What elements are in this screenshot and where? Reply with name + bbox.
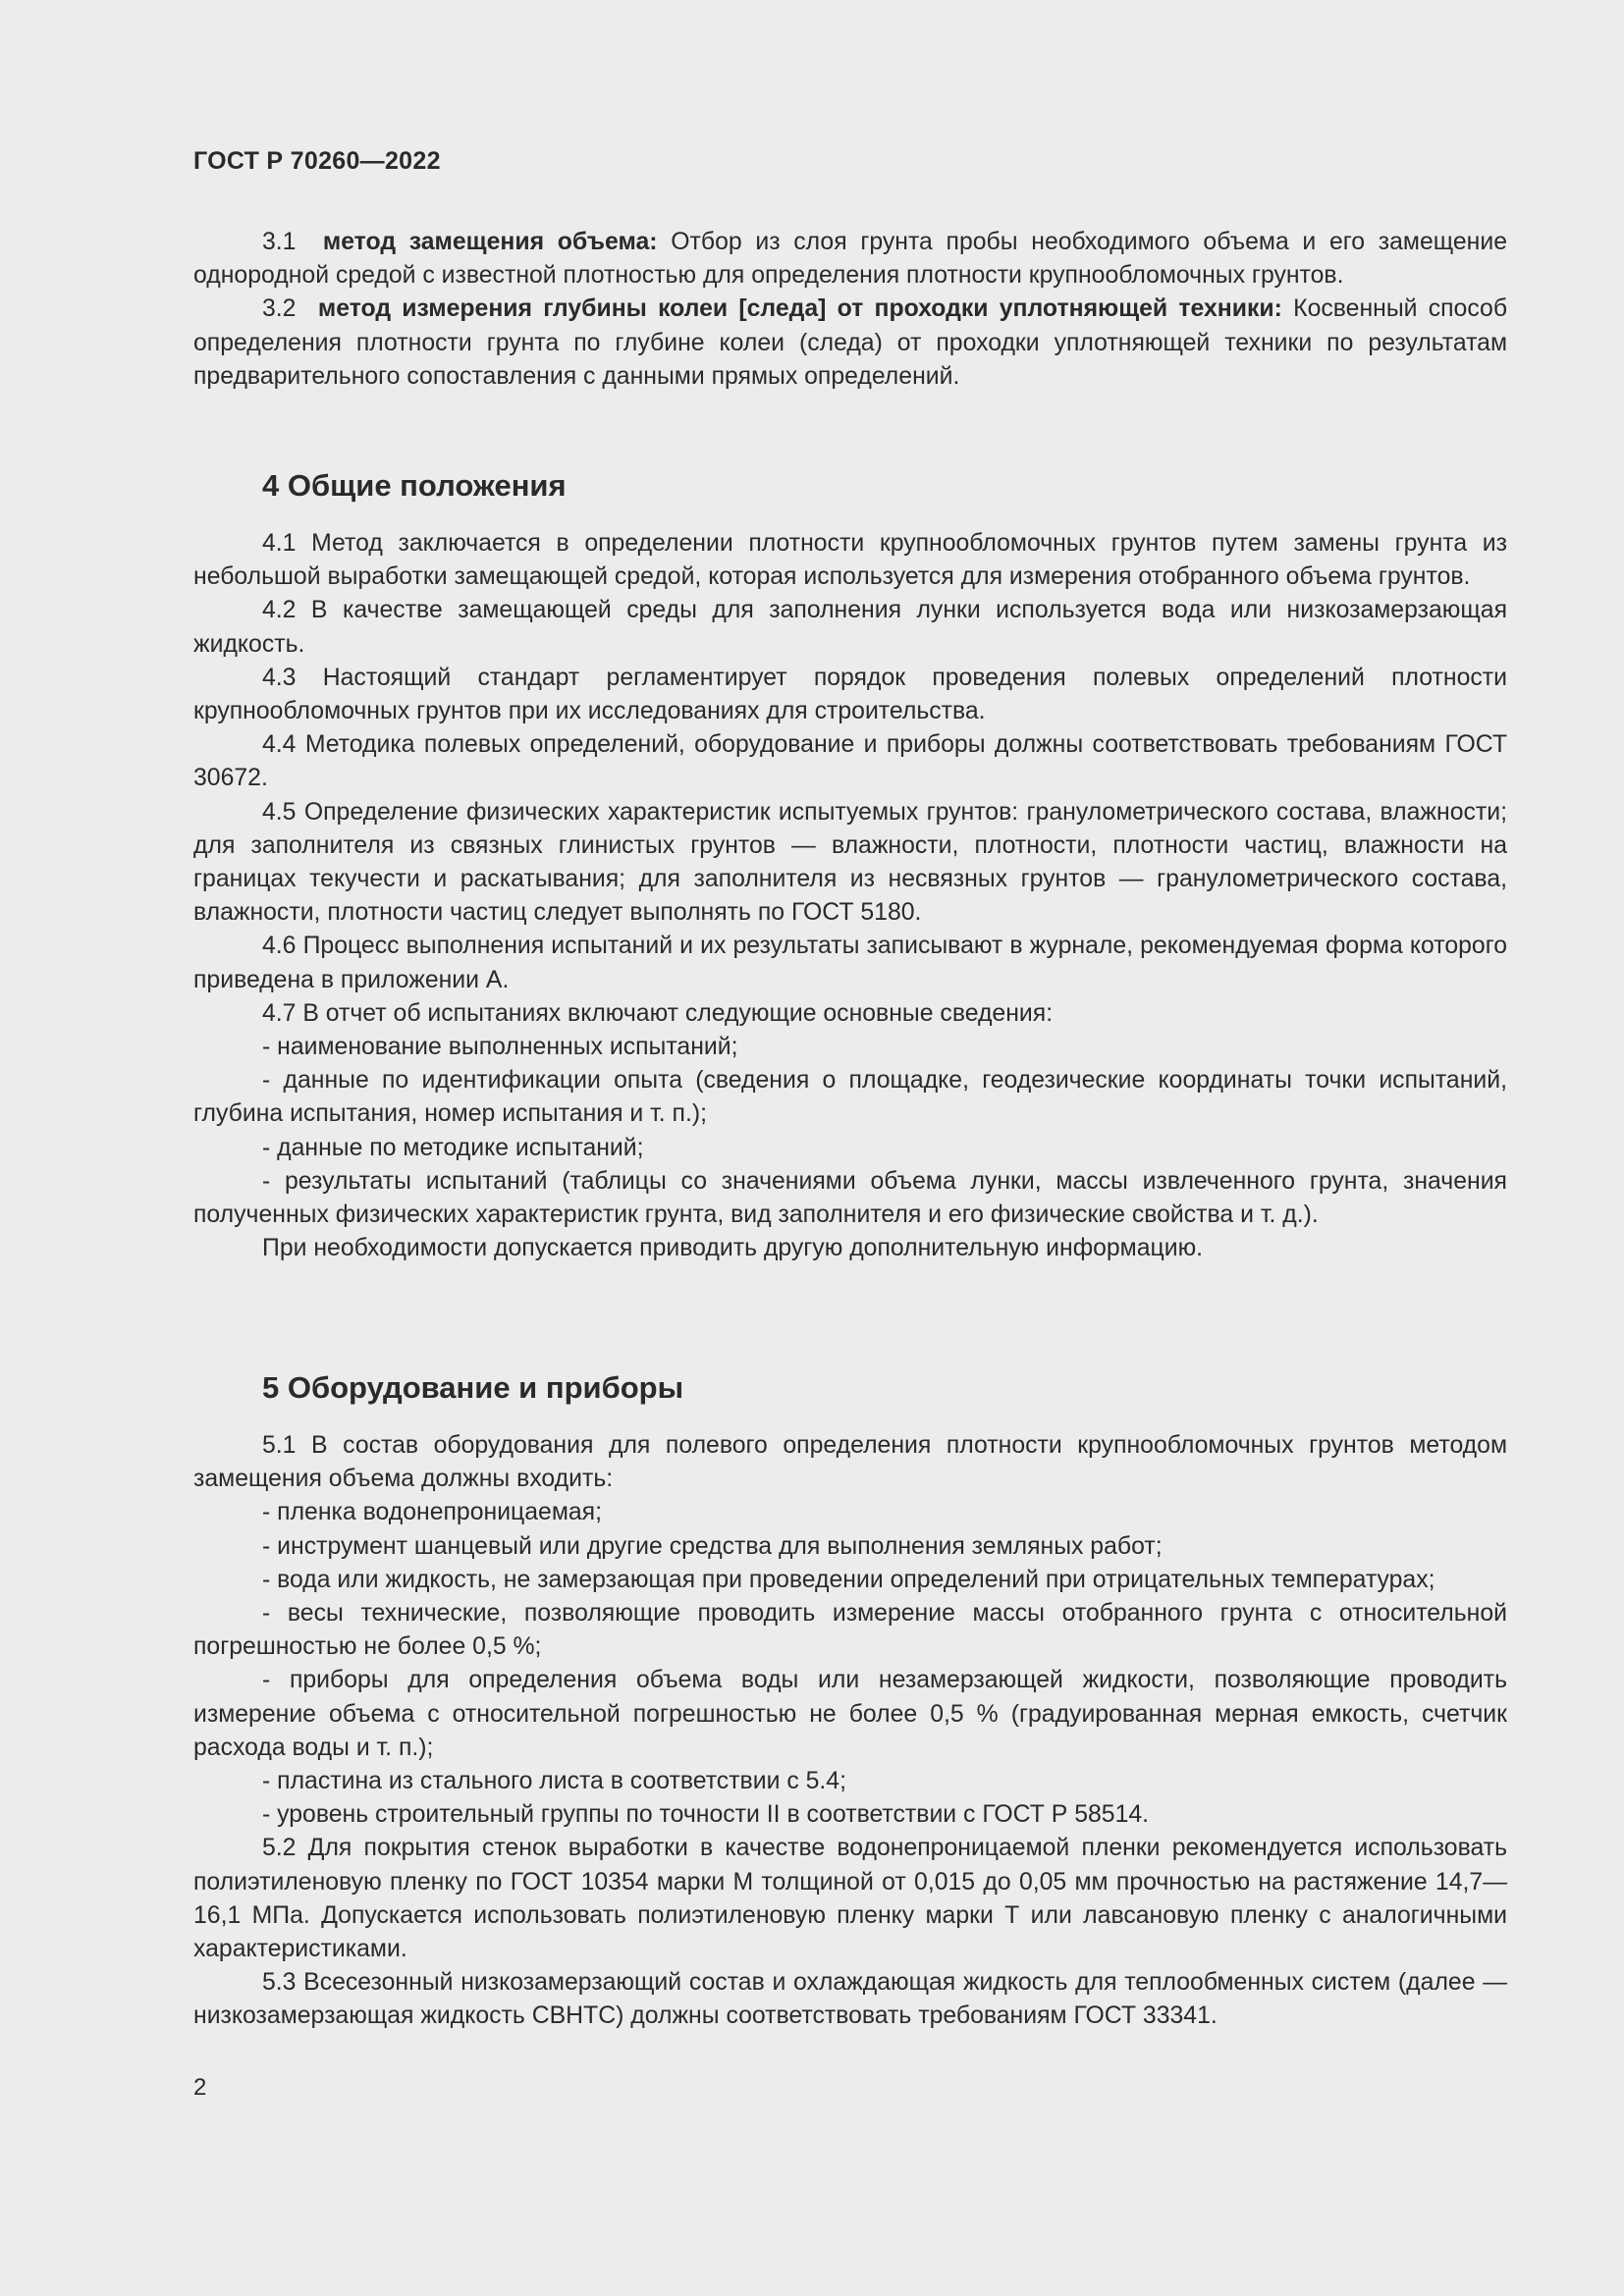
list-item: - пленка водонепроницаемая; xyxy=(262,1499,602,1526)
section-3-block xyxy=(193,226,1507,394)
term-definition: метод замещения объема: xyxy=(322,229,658,255)
paragraph: 5.1 В состав оборудования для полевого определения плотности крупнообломочных грунтов методом замещения объема должны входить: xyxy=(193,1432,1507,1493)
section-5-heading: 5 Оборудование и приборы xyxy=(262,1370,684,1405)
list-item: - данные по методике испытаний; xyxy=(262,1134,644,1161)
list-item: - наименование выполненных испытаний; xyxy=(262,1034,738,1061)
paragraph: 4.3 Настоящий стандарт регламентирует порядок проведения полевых определений плотности крупнообломочных грунтов при их исследованиях для строительства. xyxy=(193,664,1507,725)
section-5-block xyxy=(193,1429,1507,2034)
page-number: 2 xyxy=(193,2074,207,2101)
section-4-block xyxy=(193,527,1507,1265)
paragraph: При необходимости допускается приводить другую дополнительную информацию. xyxy=(262,1235,1204,1262)
paragraph-number: 3.1 xyxy=(262,229,297,255)
paragraph: 5.2 Для покрытия стенок выработки в качестве водонепроницаемой пленки рекомендуется использовать полиэтиленовую пленку по ГОСТ 10354 марки М толщиной от 0,015 до 0,05 мм прочностью на растяжение 14,7—16,1 МПа. Допускается использовать полиэтиленовую пленку марки Т или лавсановую пленку с аналогичными характеристиками. xyxy=(193,1835,1507,1963)
paragraph: 4.4 Методика полевых определений, оборудование и приборы должны соответствовать требованиям ГОСТ 30672. xyxy=(193,731,1507,792)
list-item: - весы технические, позволяющие проводить измерение массы отобранного грунта с относительной погрешностью не более 0,5 %; xyxy=(193,1600,1507,1661)
paragraph: 4.2 В качестве замещающей среды для заполнения лунки используется вода или низкозамерзающая жидкость. xyxy=(193,597,1507,658)
list-item: - инструмент шанцевый или другие средства для выполнения земляных работ; xyxy=(262,1532,1163,1560)
list-item: - результаты испытаний (таблицы со значениями объема лунки, массы извлеченного грунта, значения полученных физических характеристик грунта, вид заполнителя и его физические свойства и т. д.). xyxy=(193,1167,1507,1229)
document-header-id: ГОСТ Р 70260—2022 xyxy=(193,147,441,175)
list-item: - данные по идентификации опыта (сведения о площадке, геодезические координаты точки испытаний, глубина испытания, номер испытания и т. п.); xyxy=(193,1067,1507,1128)
list-item: - уровень строительный группы по точности II в соответствии с ГОСТ Р 58514. xyxy=(262,1801,1150,1829)
paragraph-3-1 xyxy=(193,226,1507,293)
definition-text: Косвенный способ определения плотности грунта по глубине колеи (следа) от проходки уплотняющей техники по результатам предварительного сопоставления с данными прямых определений. xyxy=(193,295,1508,390)
paragraph: 4.5 Определение физических характеристик испытуемых грунтов: гранулометрического состава, влажности; для заполнителя из связных глинистых грунтов — влажности, плотности, плотности частиц, влажности на границах текучести и раскатывания; для заполнителя из несвязных грунтов — гранулометрического состава, влажности, плотности частиц следует выполнять по ГОСТ 5180. xyxy=(193,798,1507,927)
list-item: - приборы для определения объема воды или незамерзающей жидкости, позволяющие проводить измерение объема с относительной погрешностью не более 0,5 % (градуированная мерная емкость, счетчик расхода воды и т. п.); xyxy=(193,1667,1507,1761)
list-item: - пластина из стального листа в соответствии с 5.4; xyxy=(262,1768,846,1795)
term-definition: метод измерения глубины колеи [следа] от проходки уплотняющей техники: xyxy=(317,295,1282,323)
paragraph: 4.1 Метод заключается в определении плотности крупнообломочных грунтов путем замены грунта из небольшой выработки замещающей средой, которая используется для измерения отобранного объема грунтов. xyxy=(193,530,1507,591)
paragraph-3-2 xyxy=(193,293,1507,394)
section-4-heading: 4 Общие положения xyxy=(262,468,567,503)
paragraph: 4.6 Процесс выполнения испытаний и их результаты записывают в журнале, рекомендуемая форма которого приведена в приложении А. xyxy=(193,933,1507,993)
paragraph: 5.3 Всесезонный низкозамерзающий состав и охлаждающая жидкость для теплообменных систем (далее — низкозамерзающая жидкость СВНТС) должны соответствовать требованиям ГОСТ 33341. xyxy=(193,1969,1507,2030)
paragraph-number: 3.2 xyxy=(262,295,297,323)
list-item: - вода или жидкость, не замерзающая при проведении определений при отрицательных температурах; xyxy=(262,1566,1435,1593)
paragraph: 4.7 В отчет об испытаниях включают следующие основные сведения: xyxy=(262,999,1054,1027)
definition-text: Отбор из слоя грунта пробы необходимого объема и его замещение однородной средой с известной плотностью для определения плотности крупнообломочных грунтов. xyxy=(193,229,1507,290)
